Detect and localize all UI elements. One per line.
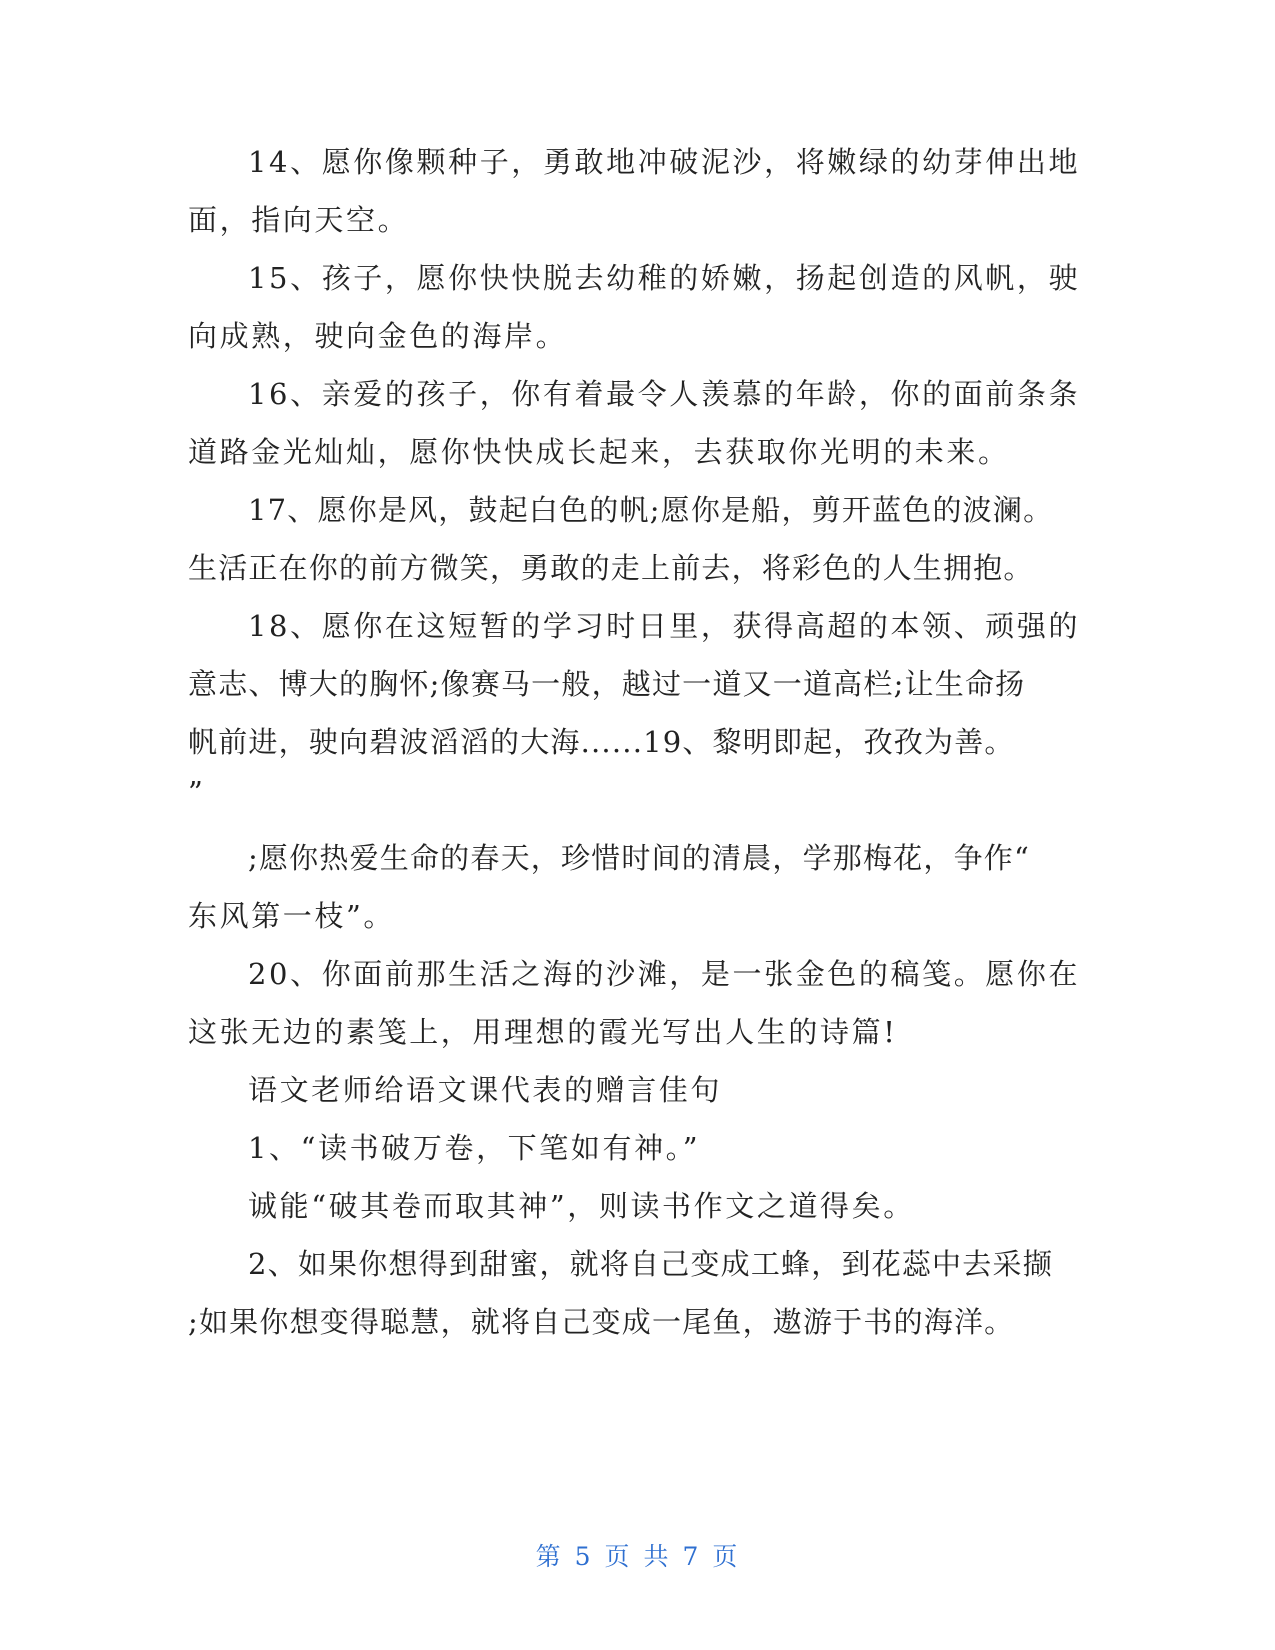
text-line-wish-14-b: 面，指向天空。: [188, 203, 410, 237]
text-line-wish-14-a: 14、愿你像颗种子，勇敢地冲破泥沙，将嫩绿的幼芽伸出地: [248, 145, 1081, 179]
text-line-closing-quote: ”: [188, 775, 206, 809]
text-line-wish-20-a: 20、你面前那生活之海的沙滩，是一张金色的稿笺。愿你在: [248, 957, 1081, 991]
text-line-wish-18-b: 意志、博大的胸怀;像赛马一般，越过一道又一道高栏;让生命扬: [188, 667, 1026, 701]
text-line-wish-19-a: ;愿你热爱生命的春天，珍惜时间的清晨，学那梅花，争作“: [248, 841, 1030, 875]
text-line-wish-18-a: 18、愿你在这短暂的学习时日里，获得高超的本领、顽强的: [248, 609, 1081, 643]
text-line-quote-2-a: 2、如果你想得到甜蜜，就将自己变成工蜂，到花蕊中去采撷: [248, 1247, 1053, 1281]
text-line-quote-1-comment: 诚能“破其卷而取其神”，则读书作文之道得矣。: [248, 1189, 915, 1223]
footer-suffix: 页: [712, 1542, 740, 1571]
text-line-wish-15-a: 15、孩子，愿你快快脱去幼稚的娇嫩，扬起创造的风帆，驶: [248, 261, 1081, 295]
section-heading: 语文老师给语文课代表的赠言佳句: [248, 1073, 723, 1107]
footer-prefix: 第: [535, 1542, 563, 1571]
text-line-wish-20-b: 这张无边的素笺上，用理想的霞光写出人生的诗篇!: [188, 1015, 898, 1049]
text-line-wish-16-b: 道路金光灿灿，愿你快快成长起来，去获取你光明的未来。: [188, 435, 1010, 469]
text-line-quote-1: 1、“读书破万卷，下笔如有神。”: [248, 1131, 701, 1165]
page-footer: [0, 1540, 1275, 1574]
footer-total-word: 共: [643, 1542, 671, 1571]
text-line-wish-15-b: 向成熟，驶向金色的海岸。: [188, 319, 568, 353]
text-line-quote-2-b: ;如果你想变得聪慧，就将自己变成一尾鱼，遨游于书的海洋。: [188, 1305, 1015, 1339]
footer-current-page: 5: [574, 1542, 593, 1571]
text-line-wish-19-b: 东风第一枝”。: [188, 899, 396, 933]
footer-page-word: 页: [604, 1542, 632, 1571]
text-line-wish-18-c: 帆前进，驶向碧波滔滔的大海......19、黎明即起，孜孜为善。: [188, 725, 1015, 759]
text-line-wish-16-a: 16、亲爱的孩子，你有着最令人羡慕的年龄，你的面前条条: [248, 377, 1081, 411]
text-line-wish-17-b: 生活正在你的前方微笑，勇敢的走上前去，将彩色的人生拥抱。: [188, 551, 1034, 585]
text-line-wish-17-a: 17、愿你是风，鼓起白色的帆;愿你是船，剪开蓝色的波澜。: [248, 493, 1054, 527]
footer-total-pages: 7: [682, 1542, 701, 1571]
